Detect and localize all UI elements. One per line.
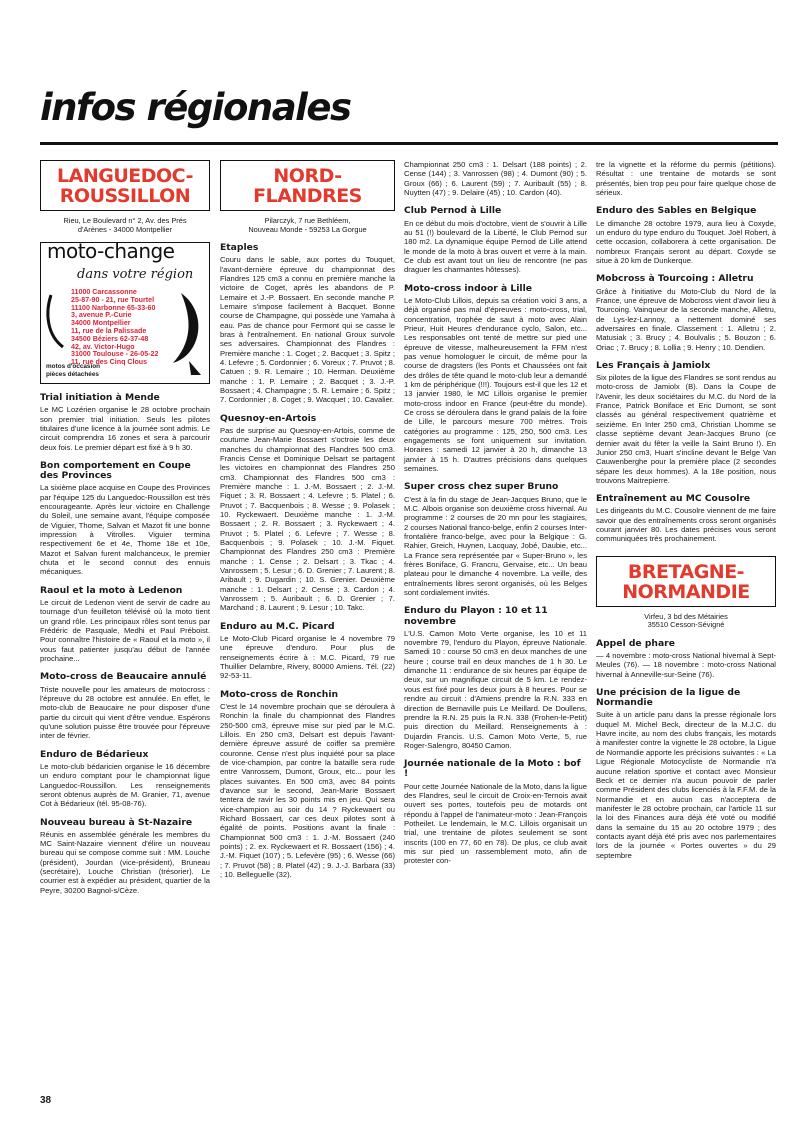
article	[40, 393, 210, 452]
article-heading: Moto-cross de Ronchin	[220, 688, 339, 700]
article-body: Couru dans le sable, aux portes du Touquet, l'avant-dernière épreuve du championnat des Flandres 125 cm3 a connu en première manche la victoire de Coget, après les abandons de P. Lemaire et J.-P. Bossaert. En seconde manche P. Lemaire s'impose facilement à Bacquet. Bonne course de Champagne, qui possède une Yamaha à eau. Pas de chance pour Fermont qui se casse le bras à l'entraînement. En national Groux survole ses adversaires. Championnat des Flandres : Première manche : 1. Coget ; 2. Bacquet ; 3. Spitz ; 4. Lefevre ; 5. Cordonnier ; 6. Voreux ; 7. Pruvot ; 8. Catuen ; 9. R. Lemaire ; 10. Herman. Deuxième manche : 1. P. Lemaire ; 2. Bacquet ; 3. J.-P. Bossaert ; 4. Champagne ; 5. R. Lemaire ; 6. Spitz ; 7. Cordonnier ; 8. Coget ; 9. Wacquet ; 10. Cavalier.	[220, 255, 395, 405]
article	[220, 622, 395, 681]
article	[220, 690, 395, 880]
article-heading: Quesnoy-en-Artois	[220, 412, 317, 424]
article	[40, 586, 210, 664]
article-body: C'est à la fin du stage de Jean-Jacques Bruno, que le M.C. Albois organise son deuxième cross hivernal. Au programme : 2 courses de 20 mn pour les stagiaires, 2 courses National franco-belge, enfin 2 courses Inter-frontalière franco-belge, avec pour la Belgique : G. Rahier, Greich, Huynen, Lacquay, Jobé, Daubie, etc... La France sera représentée par « Super-Bruno », les frères Boniface, G. Francru, Gervaise, etc... Un beau plateau pour le dimanche 4 novembre. La veille, des entraînements libres seront organisés, où les Belges sont cordialement invités.	[404, 494, 587, 598]
article-body: Le moto-club bédaricien organise le 16 décembre un enduro comptant pour le championnat ligue Languedoc-Roussillon. Les renseignements seront obtenus auprès de M. Granier, 71, avenue Cot à Bédarieux (tél. 95-08-76).	[40, 761, 210, 809]
ad-address-list	[71, 289, 181, 367]
address-line: Virfeu, 3 bd des Métairies	[644, 611, 728, 621]
region-name-line1: BRETAGNE-	[627, 560, 745, 583]
article-body: Triste nouvelle pour les amateurs de motocross : l'épreuve du 28 octobre est annulée. En effet, le moto-club de Beaucaire ne pour disposer d'une partie du circuit qui vient d'être vendue. Espérons qu'une solution puisse être trouvée pour l'épreuve inter de février.	[40, 684, 210, 741]
article-heading: Super cross chez super Bruno	[404, 481, 559, 493]
region-banner-languedoc	[40, 160, 210, 211]
address-line: d'Arènes - 34000 Montpellier	[77, 224, 173, 234]
article	[596, 206, 776, 265]
ad-footer-line: motos d'occasion	[46, 363, 101, 371]
article	[596, 361, 776, 485]
region-name-line2: FLANDRES	[253, 185, 362, 207]
article-heading: Enduro du Playon : 10 et 11 novembre	[404, 605, 548, 627]
article-body: En ce début du mois d'octobre, vient de s'ouvrir à Lille au 51 (!) boulevard de la Liberté, le Club Pernod sur 180 m2. La dynamique équipe Pernod de Lille attend le monde de la moto à bras ouvert et verre à la main. Ce club est avant tout un lieu de rencontre (ne pas draguer les charmantes hôtesses).	[404, 218, 587, 275]
page-number: 38	[40, 1095, 52, 1106]
article-body: Pour cette Journée Nationale de la Moto, dans la ligue des Flandres, seul le circuit de Croix-en-Ternois avait ouvert ses portes, toutefois peu de motards ont répondu à l'appel de l'animateur-moto : Jean-François Potheilet. Le lendemain, le M.C. Lillois organisait un trial, une trentaine de pilotes seulement se sont inscrits (100 en 77, 60 en 78). De plus, ce club avait mis sur pied un rassemblement moto, afin de protester con-	[404, 781, 587, 866]
articles-col2	[220, 243, 395, 879]
ad-entry: 34000 Montpellier 11, rue de la Palissade	[71, 319, 147, 335]
ad-entry: 34500 Béziers 62-37-48 42, av. Victor-Hugo	[71, 334, 149, 351]
article-body: Le circuit de Ledenon vient de servir de cadre au tournage d'un feuilleton télévisé où la moto tient un grand rôle. Les principaux rôles sont tenus par Frédéric de Pasquale, Medhi et Paul Préboist. Pour connaître l'histoire de « Raoul et la moto », il vous faut patienter jusqu'au début de l'année prochaine...	[40, 597, 210, 664]
article-body: tre la vignette et la réforme du permis (pétitions). Résultat : une trentaine de motards se sont présentés, bien trop peu pour faire quelque chose de sérieux.	[596, 160, 776, 198]
region-name-line1: NORD-	[273, 165, 342, 187]
article-heading: Raoul et la moto à Ledenon	[40, 584, 183, 596]
article-heading: Moto-cross indoor à Lille	[404, 282, 532, 294]
article-heading: Une précision de la ligue de Normandie	[596, 687, 741, 709]
article	[40, 672, 210, 740]
article-heading: Club Pernod à Lille	[404, 205, 502, 217]
article-body: — 4 novembre : moto-cross National hivernal à Sept-Meules (76). — 18 novembre : moto-cross National hivernal à Anneville-sur-Seine (76).	[596, 651, 776, 679]
ad-footer-line: pièces détachées	[46, 370, 99, 378]
article	[596, 639, 776, 679]
article-heading: Nouveau bureau à St-Nazaire	[40, 816, 193, 828]
article-body: Six pilotes de la ligue des Flandres se sont rendus au moto-cross de Jamiolx (B). Dans la Coupe de l'Avenir, les deux sociétaires du M.C. du Nord de la France, Patrick Boniface et Eric Dumont, se sont classés au général respectivement quatrième et seizième. En Inter 250 cm3, Christian Lhomme se classe septième devant Jean-Jacques Bruno (ce dernier avait du fêter la veille la Saint Bruno !). En Junior 250 cm3, Huart s'incline devant le Belge Van Cauwenberghe pour la première place (2 secondes sépare les deux hommes). A la 18e position, nous trouvons Maitrepierre.	[596, 373, 776, 485]
article	[404, 160, 587, 197]
articles-col3	[404, 160, 587, 866]
article-heading: Appel de phare	[596, 637, 675, 649]
ad-title: moto-change	[47, 242, 175, 263]
ad-entry: 31000 Toulouse - 26-05-22 11, rue des Cinq Clous	[71, 350, 159, 367]
region-address	[220, 217, 395, 234]
article	[596, 688, 776, 860]
article-body: L'U.S. Camon Moto Verte organise, les 10 et 11 novembre 79, l'enduro du Playon, épreuve Nationale. Samedi 10 : course 50 cm3 en deux manches de une heure ; course trail en deux manches de 1 h 30. Le dimanche 11 : endurance de six heures par équipe de deux, sur un magnifique circuit de 5 km. Le rendez-vous est fixé pour les deux jours à 8 heures. Pour se rendre au circuit : d'Amiens prendre la R.N. 333 en direction de Bernaville puis Le Meillard. De Doullens, prendre la R.N. 25 puis la R.N. 338 (Frohen-le-Petit) puis direction du Meillard. Renseignements à : Dujardin Francis. U.S. Camon Moto Verte, 5, rue Roger-Salengro, 80450 Camon.	[404, 628, 587, 750]
address-line: Pilarczyk, 7 rue Bethléem,	[264, 216, 351, 225]
ad-footer	[46, 363, 100, 378]
article	[596, 274, 776, 352]
article-body: La sixième place acquise en Coupe des Provinces par l'équipe 125 du Languedoc-Roussillon est très encourageante. Après leur victoire en Challenge du Soleil, une semaine avant, l'équipe composée de Viguier, Thome, Salvan et Mazot fit une bonne impression à Vitrolles. Viguier termina respectivement 6e et 4e, Thome 18e et 10e, Mazot et Salvan furent malchanceux, le premier chuta et le second connut des ennuis mécaniques.	[40, 483, 210, 577]
article	[40, 818, 210, 896]
address-line: Nouveau Monde - 59253 La Gorgue	[248, 224, 367, 234]
article-body: Le MC Lozérien organise le 28 octobre prochain son premier trial initiation. Seuls les pilotes titulaires d'une licence à la journée sont admis. Le circuit comprendra 16 zones et sera à parcourir deux fois. Le premier départ est fixé à 9 h 30.	[40, 405, 210, 452]
article-heading: Entraînement au MC Cousolre	[596, 493, 751, 505]
region-banner-nord	[220, 160, 395, 211]
region-name-line2: NORMANDIE	[622, 580, 750, 603]
article-heading: Trial initiation à Mende	[40, 392, 160, 403]
ad-entry: 11000 Carcassonne 25-87-90 - 21, rue Tourtel	[71, 288, 155, 304]
article	[40, 750, 210, 809]
article	[40, 461, 210, 577]
article	[220, 243, 395, 405]
article-body: C'est le 14 novembre prochain que se déroulera à Ronchin la finale du championnat des Flandres 250-500 cm3, épreuve mise sur pied par le M.C. Lillois. En 250 cm3, Delsart est depuis l'avant-dernière épreuve assuré de coiffer sa première couronne. Cense n'est plus inquiété pour sa place de vice-champion, par contre la bataille sera rude entre Vanrossem, Dumont, Groux, etc... pour les places suivantes. En 500 cm3, avec 84 points d'avance sur le second, Jean-Marie Bossaert tentera de ravir les 30 points mis en jeu. Qui sera vice-champion au soir du 14 ? Ryckewaert ou Richard Bossaert, car ces deux pilotes sont à égalité de points. Positions avant la finale : Championnat 500 cm3 : 1. J.-M. Bossaert (240 points) ; 2. ex. Ryckewaert et R. Bossaert (156) ; 4. J.-M. Fiquet (107) ; 5. Lefevère (95) ; 6. Wesse (66) ; 7. Pruvot (58) ; 8. Platel (42) ; 9. J.-J. Barbara (33) ; 10. Belleguelle (32).	[220, 701, 395, 880]
column-4	[596, 160, 776, 860]
ad-entry: 11100 Narbonne 65-33-60 3, avenue P.-Curie	[71, 303, 156, 320]
address-line: Rieu, Le Boulevard n° 2, Av. des Prés	[63, 216, 187, 225]
article-heading: Journée nationale de la Moto : bof !	[404, 758, 581, 780]
article	[404, 759, 587, 866]
article-heading: Mobcross à Tourcoing : Alletru	[596, 273, 754, 285]
ad-subtitle: dans votre région	[77, 267, 194, 282]
column-3	[404, 160, 587, 866]
article-heading: Enduro au M.C. Picard	[220, 620, 335, 632]
article-heading: Moto-cross de Beaucaire annulé	[40, 671, 207, 683]
article-body: Championnat 250 cm3 : 1. Delsart (188 points) ; 2. Cense (144) ; 3. Vanrossen (98) ; 4. Dumont (90) ; 5. Groux (66) ; 6. Laurent (59) ; 7. Auribault (55) ; 8. Nuytten (47) ; 9. Delaire (45) ; 10. Cardon (40).	[404, 160, 587, 198]
region-address	[40, 217, 210, 234]
article	[404, 606, 587, 750]
page-title: infos régionales	[40, 86, 351, 129]
region-address	[596, 613, 776, 630]
article-heading: Enduro de Bédarieux	[40, 748, 149, 760]
article-body: Grâce à l'initiative du Moto-Club du Nord de la France, une épreuve de Mobcross vient d'avoir lieu à Tourcoing. Vainqueur de la seconde manche, Alletru, de Lys-lez-Lannoy, a nettement dominé ses adversaires en finale. Classement : 1. Alletru ; 2. Matusiak ; 3. Brucy ; 4. Boulvalis ; 5. Bouzon ; 6. Oriac ; 7. Brucy ; 8. Lollia ; 9. Henry ; 10. Dendien.	[596, 286, 776, 352]
article-heading: Enduro des Sables en Belgique	[596, 205, 757, 217]
region-banner-bretagne	[596, 556, 776, 607]
address-line: 35510 Cesson-Sévigné	[647, 620, 725, 630]
article-body: Réunis en assemblée générale les membres du MC Saint-Nazaire viennent d'élire un nouveau bureau qui se compose comme suit : MM. Louche (président), Jourdan (vice-président), Bruneau (secrétaire), Louche Christian (trésorier). Le courrier est à expédier au président, quartier de la Peyre, 30200 Bagnol-s/Cèze.	[40, 829, 210, 895]
articles-col4b	[596, 639, 776, 860]
article-heading: Bon comportement en Coupe des Provinces	[40, 459, 191, 482]
column-1	[40, 160, 210, 895]
moto-change-advertisement	[40, 242, 210, 384]
title-rule	[40, 142, 778, 145]
article-body: Le Moto-Club Lillois, depuis sa création voici 3 ans, a déjà organisé pas mal d'épreuves : moto-cross, trial, concentration, trophée de saut à moto avec Alain Prieur, Huit Heures d'endurance cyclo, Salon, etc... Les responsables ont tenté de mettre sur pied une épreuve de vitesse, malheureusement la FFM n'est pas venue homologuer le circuit, de même pour la course de dragsters (les Ponts et Chaussées ont fait des drôles de tête quand le moto-club leur a demandé 1 km de périphérique (!!!). Toujours est-il que les 12 et 13 janvier 1980, le MC Lillois organise le premier moto-cross indoor en France (peut-être du monde). Ce cross se déroulera dans le grand palais de la foire de Lille, le parcours mesure 700 mètres. Trois catégories au programme : 125, 250, 500 cm3. Les engagements se font uniquement sur invitation. Horaires : samedi 12 janvier à 20 h, dimanche 13 janvier à 15 h. D'autres précisions dans quelques semaines.	[404, 295, 587, 474]
article	[220, 414, 395, 613]
articles-col4	[596, 160, 776, 544]
article-heading: Les Français à Jamiolx	[596, 359, 711, 371]
article-body: Pas de surprise au Quesnoy-en-Artois, comme de coutume Jean-Marie Bossaert s'octroie les deux manches du championnat des Flandres 500 cm3. Francis Cense et Dominique Delsart se partagent les victoires en championnat des Flandres 250 cm3. Championnat des Flandres 500 cm3 : Première manche : 1. J.-M. Bossaert ; 2. J.-M. Fiquet ; 3. R. Bossaert ; 4. Lefevre ; 5. Platel ; 6. Pruvot ; 7. Bacquenbois ; 8. Wesse ; 9. Polasek ; 10. Ryckewaert. Deuxième manche : 1. J.-M. Bossaert ; 2. R. Bossaert ; 3. Ryckewaert ; 4. Pruvot ; 5. Platel ; 6. Lefevre ; 7. Wesse ; 8. Bacquenbois ; 9. Polasek ; 10. J.-M. Fiquet. Championnat des Flandres 250 cm3 : Première manche : 1. Cense ; 2. Delsart ; 3. Tkac ; 4. Vanrossem ; 5. Lesur ; 6. D. Grenier ; 7. Laurent ; 8. Aribault ; 9. Dugardin ; 10. S. Grenier. Deuxième manche : 1. Delsart ; 2. Cense ; 3. Cardon ; 4. Vanrossem ; 5. Auribault ; 6. D. Grenier ; 7. Marchand ; 8. Laurent ; 9. Lesur ; 10. Takc.	[220, 425, 395, 613]
article-body: Suite à un article paru dans la presse régionale lors duquel M. Michel Beck, directeur de la M.J.C. du Havre incite, au nom des clubs français, les motards à manifester contre la vignette le 28 octobre, la Ligue de Normandie apporte les précisions suivantes : « La Ligue Régionale Motocycliste de Normandie n'a aucune relation sportive et contact avec Monsieur Beck et ce dernier n'a aucun pouvoir de parler comme Président des clubs licenciés à la F.F.M. de la Normandie et en aucun cas n'acceptera de manifester le 28 octobre prochain, car l'article 11 sur la loi des Finances aura déjà été voté ou modifié dans la semaine du 15 au 20 octobre 1979 ; des contacts ayant déjà été pris avec nos parlementaires lors de la journée « Portes ouvertes » du 29 septembre	[596, 710, 776, 860]
article-heading: Etaples	[220, 242, 259, 253]
article-body: Le dimanche 28 octobre 1979, aura lieu à Coxyde, un enduro du type enduro du Touquet. Joël Robert, à cette occasion, collaborera à cette organisation. De nombreux Français seront au départ. Coxyde se situe à 20 km de Dunkerque.	[596, 218, 776, 265]
article	[596, 494, 776, 544]
articles-col1	[40, 393, 210, 895]
article-body: Le Moto-Club Picard organise le 4 novembre 79 une épreuve d'enduro. Pour plus de renseignements écrire à : M.C. Picard, 79 rue Thuillier Delambre, Rivery, 80000 Amiens. Tél. (22) 92-53-11.	[220, 633, 395, 681]
column-2	[220, 160, 395, 879]
article	[596, 160, 776, 197]
article	[404, 206, 587, 274]
article	[404, 284, 587, 474]
region-name-line2: ROUSSILLON	[59, 185, 191, 207]
article	[404, 482, 587, 597]
region-name-line1: LANGUEDOC-	[57, 165, 193, 187]
article-body: Les dirigeants du M.C. Cousolre viennent de me faire savoir que des entraînements cross seront organisés courant janvier 80. Les dates précises vous seront communiquées très prochainement.	[596, 506, 776, 544]
